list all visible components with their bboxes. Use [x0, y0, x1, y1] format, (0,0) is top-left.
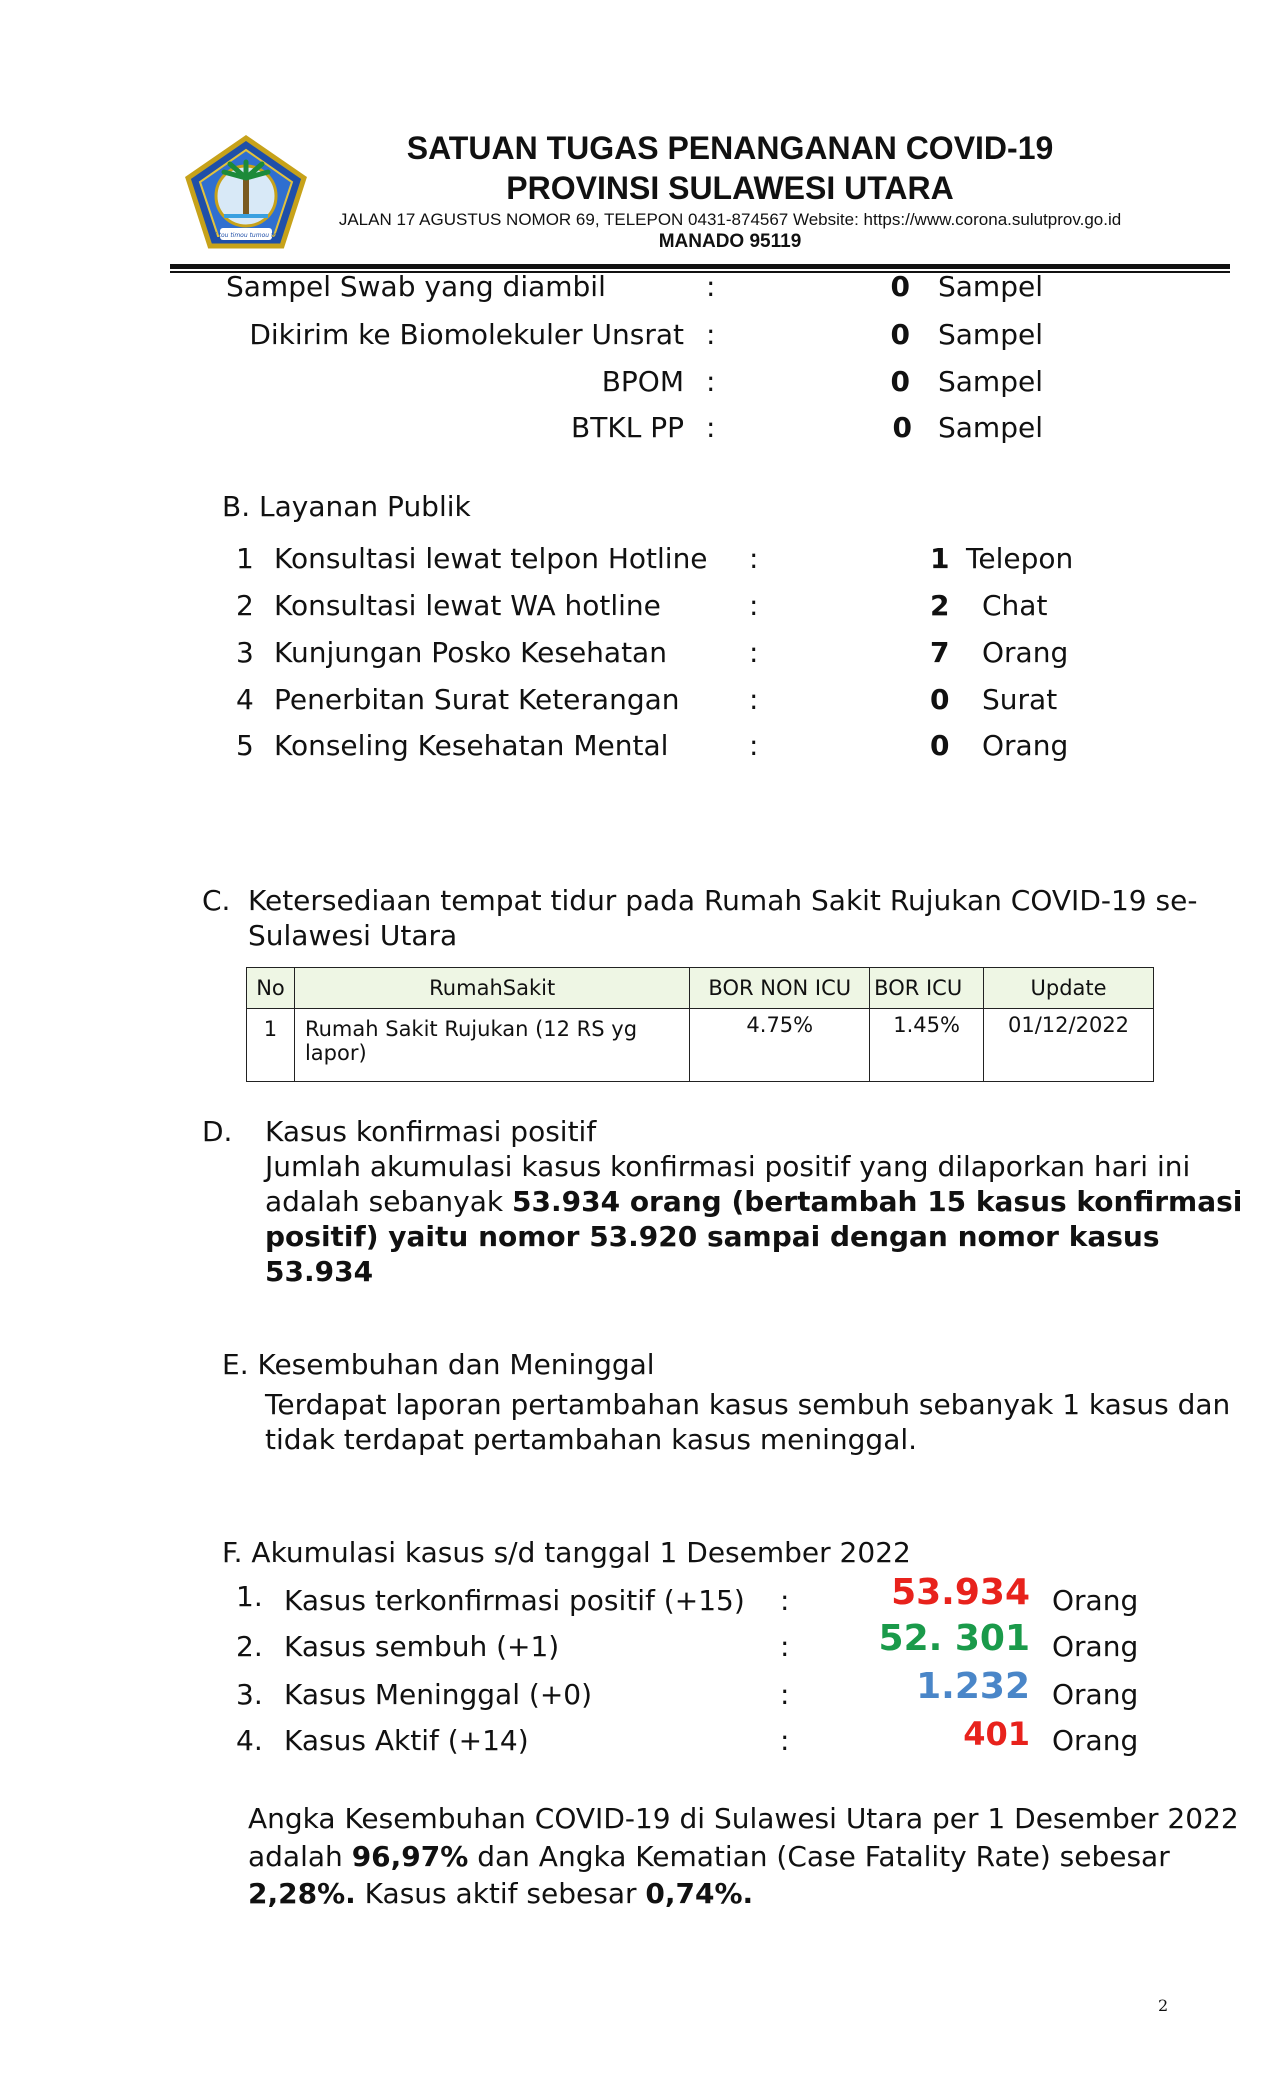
section-e-paragraph-line2: tidak terdapat pertambahan kasus meninggal. — [265, 1423, 918, 1456]
list-item-colon: : — [749, 589, 759, 622]
case-item-number: 1. — [236, 1580, 263, 1613]
list-item-colon: : — [749, 683, 759, 716]
logo-motto-text: Si tou timou tumou tou — [211, 232, 281, 239]
list-item-label: Kunjungan Posko Kesehatan — [274, 636, 667, 669]
sample-value: 0 — [890, 270, 910, 303]
summary-text-a: adalah — [248, 1840, 352, 1873]
section-d-bold-text: 53.934 orang (bertambah 15 kasus konfirmasi — [512, 1185, 1243, 1218]
sample-value: 0 — [890, 365, 910, 398]
case-item-label: Kasus sembuh (+1) — [284, 1630, 560, 1663]
case-item-value: 1.232 — [916, 1666, 1030, 1707]
section-d-paragraph-line2 — [265, 1185, 1243, 1218]
summary-text — [248, 1840, 468, 1873]
list-item-value: 0 — [930, 729, 950, 762]
list-item-number: 3 — [236, 636, 254, 669]
column-header-hospital: RumahSakit — [294, 968, 689, 1009]
page-number: 2 — [1158, 1996, 1169, 2015]
section-e-heading: E. Kesembuhan dan Meninggal — [222, 1348, 655, 1381]
summary-line2 — [248, 1840, 1170, 1873]
list-item-label: Penerbitan Surat Keterangan — [274, 683, 680, 716]
section-e-paragraph-line1: Terdapat laporan pertambahan kasus sembuh sebanyak 1 kasus dan — [265, 1388, 1231, 1421]
list-item-value: 2 — [930, 589, 950, 622]
sample-unit: Sampel — [938, 365, 1043, 398]
section-d-paragraph-line1: Jumlah akumulasi kasus konfirmasi positif yang dilaporkan hari ini — [265, 1150, 1191, 1183]
section-d-paragraph-line4: 53.934 — [265, 1255, 374, 1288]
sample-unit: Sampel — [938, 270, 1043, 303]
case-item-label: Kasus Meninggal (+0) — [284, 1678, 593, 1711]
sample-colon: : — [706, 318, 716, 351]
cell-hospital: Rumah Sakit Rujukan (12 RS yg lapor) — [294, 1009, 689, 1082]
list-item-unit: Chat — [982, 589, 1048, 622]
list-item-label: Konsultasi lewat WA hotline — [274, 589, 661, 622]
section-c-heading-line1: Ketersediaan tempat tidur pada Rumah Sakit Rujukan COVID-19 se- — [248, 884, 1198, 917]
cell-bor-non-icu: 4.75% — [690, 1009, 870, 1082]
section-c-heading-line2: Sulawesi Utara — [248, 919, 458, 952]
sample-unit: Sampel — [938, 411, 1043, 444]
list-item-number: 2 — [236, 589, 254, 622]
case-item-label: Kasus Aktif (+14) — [284, 1724, 529, 1757]
case-item-label: Kasus terkonfirmasi positif (+15) — [284, 1584, 745, 1617]
column-header-bor-non-icu: BOR NON ICU — [690, 968, 870, 1009]
list-item-value: 0 — [930, 683, 950, 716]
case-item-colon: : — [780, 1724, 790, 1757]
list-item-colon: : — [749, 636, 759, 669]
case-item-number: 3. — [236, 1678, 263, 1711]
case-item-value: 52. 301 — [878, 1618, 1030, 1659]
sample-label: Dikirim ke Biomolekuler Unsrat — [249, 318, 684, 351]
list-item-label: Konsultasi lewat telpon Hotline — [274, 542, 708, 575]
section-c-letter: C. — [202, 884, 231, 917]
recovery-rate: 96,97% — [351, 1840, 469, 1873]
province-emblem-logo — [184, 134, 308, 252]
list-item-unit: Surat — [982, 683, 1058, 716]
list-item-number: 1 — [236, 542, 254, 575]
case-item-number: 4. — [236, 1724, 263, 1757]
sample-label: BPOM — [601, 365, 684, 398]
agency-address: JALAN 17 AGUSTUS NOMOR 69, TELEPON 0431-874567 Website: https://www.corona.sulutprov.go.id — [338, 210, 1122, 229]
sample-unit: Sampel — [938, 318, 1043, 351]
case-item-unit: Orang — [1052, 1724, 1139, 1757]
cell-bor-icu: 1.45% — [870, 1009, 984, 1082]
summary-line3 — [248, 1877, 753, 1910]
case-item-colon: : — [780, 1630, 790, 1663]
section-d-heading: Kasus konfirmasi positif — [265, 1115, 597, 1148]
case-item-unit: Orang — [1052, 1584, 1139, 1617]
list-item-value: 1 — [930, 542, 950, 575]
list-item-unit: Telepon — [966, 542, 1074, 575]
summary-text-c: dan Angka Kematian (Case Fatality Rate) sebesar — [468, 1840, 1170, 1873]
section-b-heading: B. Layanan Publik — [222, 490, 471, 523]
active-rate: 0,74%. — [645, 1877, 754, 1910]
list-item-number: 5 — [236, 729, 254, 762]
agency-city: MANADO 95119 — [658, 231, 802, 252]
sample-colon: : — [706, 411, 716, 444]
case-item-value: 401 — [963, 1715, 1030, 1753]
section-d-paragraph-line3: positif) yaitu nomor 53.920 sampai dengan nomor kasus — [265, 1220, 1160, 1253]
case-item-number: 2. — [236, 1630, 263, 1663]
list-item-unit: Orang — [982, 729, 1069, 762]
sample-colon: : — [706, 365, 716, 398]
sample-colon: : — [706, 270, 716, 303]
section-d-text: adalah sebanyak — [265, 1185, 513, 1218]
list-item-value: 7 — [930, 636, 950, 669]
cell-no: 1 — [247, 1009, 295, 1082]
sample-label: BTKL PP — [571, 411, 684, 444]
agency-title: SATUAN TUGAS PENANGANAN COVID-19 — [406, 130, 1054, 166]
bed-occupancy-table — [246, 967, 1154, 1082]
table-header-row — [247, 968, 1154, 1009]
sample-label: Sampel Swab yang diambil — [226, 270, 606, 303]
case-item-value: 53.934 — [891, 1572, 1030, 1613]
list-item-label: Konseling Kesehatan Mental — [274, 729, 669, 762]
cell-update: 01/12/2022 — [984, 1009, 1154, 1082]
table-row — [247, 1009, 1154, 1082]
header-divider-thick — [170, 264, 1230, 269]
list-item-number: 4 — [236, 683, 254, 716]
case-item-unit: Orang — [1052, 1678, 1139, 1711]
list-item-colon: : — [749, 542, 759, 575]
summary-text-b: Kasus aktif sebesar — [355, 1877, 646, 1910]
province-title: PROVINSI SULAWESI UTARA — [506, 170, 954, 206]
section-d-letter: D. — [202, 1115, 233, 1148]
sample-value: 0 — [890, 318, 910, 351]
list-item-unit: Orang — [982, 636, 1069, 669]
summary-line1: Angka Kesembuhan COVID-19 di Sulawesi Utara per 1 Desember 2022 — [248, 1802, 1239, 1835]
sample-value: 0 — [892, 411, 912, 444]
column-header-no: No — [247, 968, 295, 1009]
column-header-bor-icu: BOR ICU — [870, 968, 984, 1009]
case-item-colon: : — [780, 1678, 790, 1711]
case-item-unit: Orang — [1052, 1630, 1139, 1663]
column-header-update: Update — [984, 968, 1154, 1009]
section-f-heading: F. Akumulasi kasus s/d tanggal 1 Desember 2022 — [222, 1536, 911, 1569]
fatality-rate: 2,28%. — [248, 1877, 356, 1910]
case-item-colon: : — [780, 1584, 790, 1617]
list-item-colon: : — [749, 729, 759, 762]
